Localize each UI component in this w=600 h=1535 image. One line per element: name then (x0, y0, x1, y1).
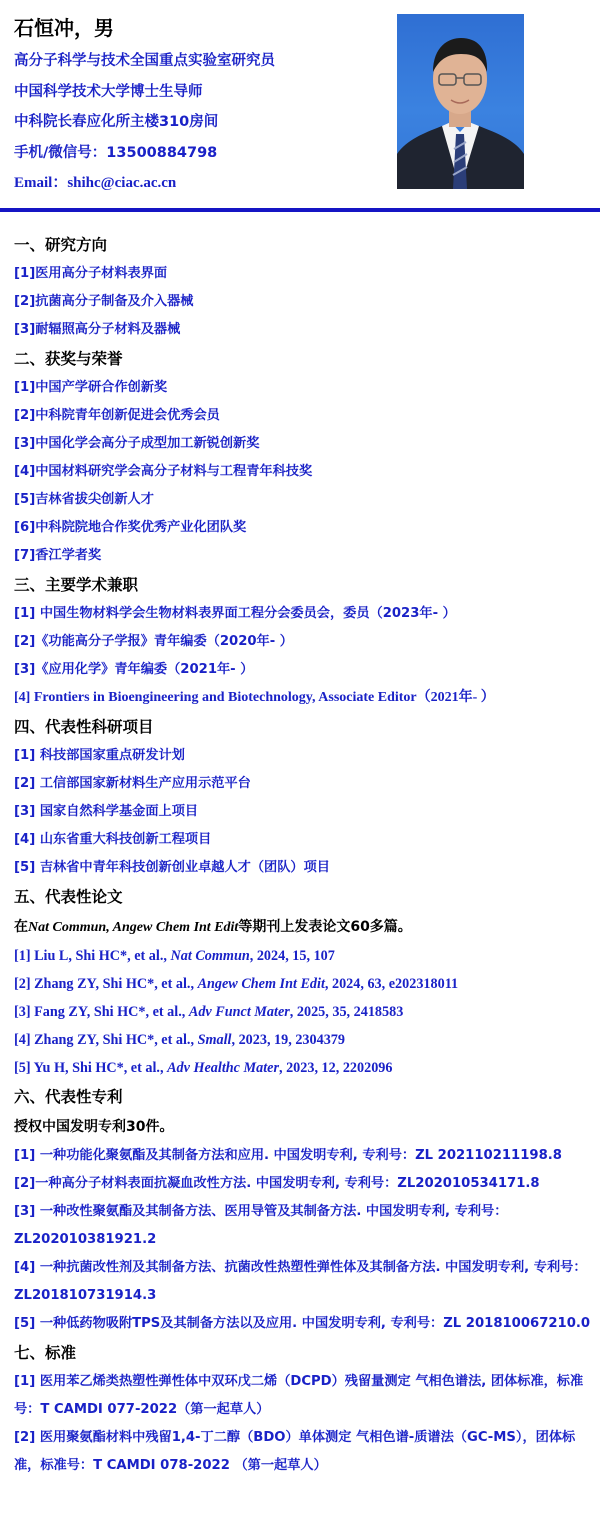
office-line: 中科院长春应化所主楼310房间 (14, 114, 219, 130)
paper-authors: [5] Yu H, Shi HC*, et al., (14, 1060, 168, 1076)
paper-authors: [2] Zhang ZY, Shi HC*, et al., (14, 976, 198, 992)
patent-item: [4] 一种抗菌改性剂及其制备方法、抗菌改性热塑性弹性体及其制备方法. 中国发明专利, 专利号：ZL201810731914.3 (14, 1260, 587, 1303)
section-title-awards: 二、获奖与荣誉 (14, 350, 123, 368)
research-item: [3]耐辐照高分子材料及器械 (14, 322, 181, 337)
award-item: [6]中科院院地合作奖优秀产业化团队奖 (14, 520, 247, 535)
person-name: 石恒冲，男 (14, 16, 114, 40)
papers-intro-prefix: 在 (14, 919, 28, 935)
project-item: [3] 国家自然科学基金面上项目 (14, 804, 199, 819)
award-item: [5]吉林省拔尖创新人才 (14, 492, 154, 507)
award-item: [7]香江学者奖 (14, 548, 102, 563)
position-item: [4] Frontiers in Bioengineering and Biotechnology, Associate Editor（2021年- ） (14, 690, 495, 705)
paper-item (14, 998, 594, 1026)
title-line: 高分子科学与技术全国重点实验室研究员 (14, 53, 275, 69)
paper-citation: , 2024, 63, e202318011 (324, 976, 459, 992)
paper-journal: Adv Funct Mater (188, 1004, 290, 1020)
paper-citation: , 2025, 35, 2418583 (289, 1004, 404, 1020)
paper-authors: [4] Zhang ZY, Shi HC*, et al., (14, 1032, 198, 1048)
paper-journal: Small (197, 1032, 232, 1048)
papers-intro (14, 912, 594, 942)
supervisor-line: 中国科学技术大学博士生导师 (14, 83, 203, 100)
papers-intro-journals: Nat Commun, Angew Chem Int Edit (28, 920, 239, 935)
paper-item (14, 970, 594, 998)
section-title-research: 一、研究方向 (14, 236, 108, 254)
project-item: [4] 山东省重大科技创新工程项目 (14, 832, 212, 847)
section-title-positions: 三、主要学术兼职 (14, 576, 139, 594)
papers-intro-suffix: 等期刊上发表论文60多篇。 (238, 919, 412, 935)
research-item: [2]抗菌高分子制备及介入器械 (14, 294, 194, 309)
project-item: [5] 吉林省中青年科技创新创业卓越人才（团队）项目 (14, 860, 330, 875)
award-item: [3]中国化学会高分子成型加工新锐创新奖 (14, 436, 260, 451)
section-title-projects: 四、代表性科研项目 (14, 718, 154, 736)
position-item: [2]《功能高分子学报》青年编委（2020年- ） (14, 634, 293, 649)
paper-authors: [3] Fang ZY, Shi HC*, et al., (14, 1004, 189, 1020)
section-title-patents: 六、代表性专利 (14, 1088, 123, 1106)
paper-journal: Nat Commun (170, 948, 250, 964)
standard-item: [2] 医用聚氨酯材料中残留1,4-丁二醇（BDO）单体测定 气相色谱-质谱法（GC-MS），团体标准，标准号：T CAMDI 078-2022 （第一起草人） (14, 1430, 576, 1473)
project-item: [2] 工信部国家新材料生产应用示范平台 (14, 776, 251, 791)
paper-item (14, 1026, 594, 1054)
award-item: [1]中国产学研合作创新奖 (14, 380, 168, 395)
position-item: [3]《应用化学》青年编委（2021年- ） (14, 662, 254, 677)
portrait-photo (397, 14, 524, 189)
patent-item: [3] 一种改性聚氨酯及其制备方法、医用导管及其制备方法. 中国发明专利, 专利号：ZL202010381921.2 (14, 1204, 508, 1247)
section-title-standards: 七、标准 (14, 1344, 77, 1362)
project-item: [1] 科技部国家重点研发计划 (14, 748, 185, 763)
patent-item: [1] 一种功能化聚氨酯及其制备方法和应用. 中国发明专利, 专利号：ZL 202110211198.8 (14, 1148, 562, 1163)
paper-journal: Adv Healthc Mater (167, 1060, 279, 1076)
email-line[interactable]: Email：shihc@ciac.ac.cn (14, 175, 177, 191)
header-divider (0, 208, 600, 212)
paper-item (14, 942, 594, 970)
paper-journal: Angew Chem Int Edit (197, 976, 325, 992)
section-title-papers: 五、代表性论文 (14, 888, 123, 906)
standard-item: [1] 医用苯乙烯类热塑性弹性体中双环戊二烯（DCPD）残留量测定 气相色谱法, 团体标准，标准号：T CAMDI 077-2022（第一起草人） (14, 1374, 584, 1417)
paper-citation: , 2024, 15, 107 (249, 948, 335, 964)
award-item: [2]中科院青年创新促进会优秀会员 (14, 408, 220, 423)
profile-content (14, 230, 594, 1480)
phone-line: 手机/微信号：13500884798 (14, 144, 218, 161)
patents-intro: 授权中国发明专利30件。 (14, 1119, 174, 1135)
paper-citation: , 2023, 12, 2202096 (278, 1060, 393, 1076)
award-item: [4]中国材料研究学会高分子材料与工程青年科技奖 (14, 464, 313, 479)
contact-info (14, 50, 374, 203)
paper-item (14, 1054, 594, 1082)
patent-item: [5] 一种低药物吸附TPS及其制备方法以及应用. 中国发明专利, 专利号：ZL 201810067210.0 (14, 1316, 591, 1331)
research-item: [1]医用高分子材料表界面 (14, 266, 168, 281)
patent-item: [2]一种高分子材料表面抗凝血改性方法. 中国发明专利, 专利号：ZL202010534171.8 (14, 1176, 540, 1191)
position-item: [1] 中国生物材料学会生物材料表界面工程分会委员会，委员（2023年- ） (14, 606, 456, 621)
paper-citation: , 2023, 19, 2304379 (231, 1032, 345, 1048)
paper-authors: [1] Liu L, Shi HC*, et al., (14, 948, 171, 964)
